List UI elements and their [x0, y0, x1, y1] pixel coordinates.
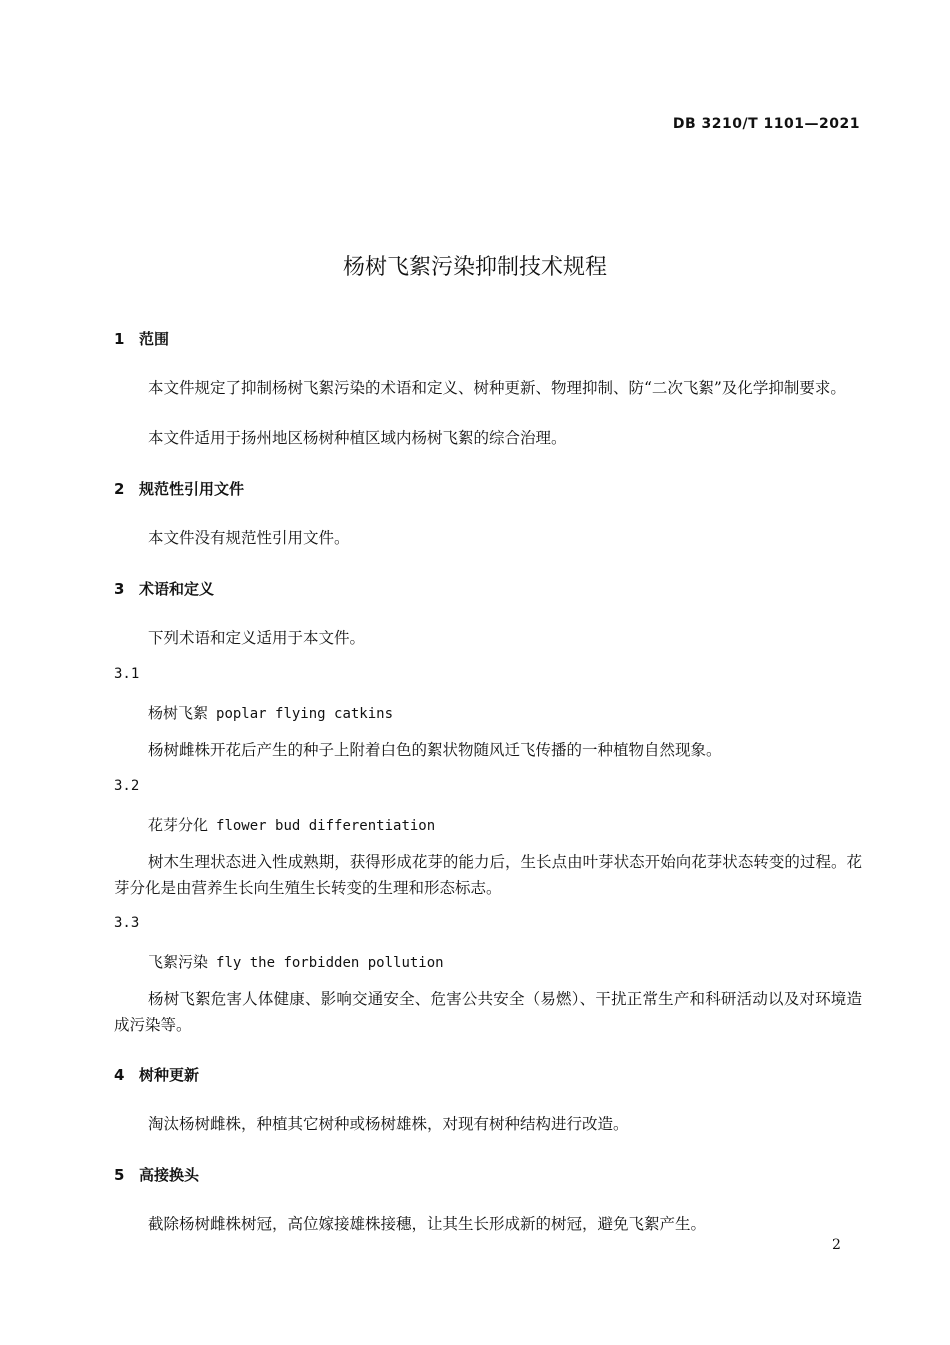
term-en: fly the forbidden pollution — [216, 955, 444, 971]
section-1-heading — [114, 328, 169, 349]
section-number: 3 — [114, 580, 125, 598]
term-3-3 — [148, 951, 444, 972]
section-title: 树种更新 — [139, 1066, 200, 1084]
section-1-paragraph-1: 本文件规定了抑制杨树飞絮污染的术语和定义、树种更新、物理抑制、防“二次飞絮”及化学抑制要求。 — [148, 379, 846, 397]
section-number: 1 — [114, 330, 125, 348]
term-3-1 — [148, 702, 393, 723]
section-title: 规范性引用文件 — [139, 480, 245, 498]
section-2-paragraph-1: 本文件没有规范性引用文件。 — [148, 529, 350, 547]
section-title: 范围 — [139, 330, 170, 348]
term-zh: 花芽分化 — [148, 816, 209, 834]
section-1-paragraph-2: 本文件适用于扬州地区杨树种植区域内杨树飞絮的综合治理。 — [148, 429, 567, 447]
term-3-1-number: 3.1 — [114, 666, 140, 682]
section-5-paragraph-1: 截除杨树雌株树冠，高位嫁接雄株接穗，让其生长形成新的树冠，避免飞絮产生。 — [148, 1215, 707, 1233]
section-number: 2 — [114, 480, 125, 498]
section-3-heading — [114, 578, 214, 599]
section-3-paragraph-1: 下列术语和定义适用于本文件。 — [148, 629, 366, 647]
standard-code: DB 3210/T 1101—2021 — [672, 116, 860, 132]
term-en: poplar flying catkins — [216, 706, 394, 722]
document-title: 杨树飞絮污染抑制技术规程 — [342, 255, 607, 280]
section-2-heading — [114, 478, 244, 499]
page-number: 2 — [832, 1237, 841, 1253]
term-3-2-number: 3.2 — [114, 778, 140, 794]
term-3-3-definition: 杨树飞絮危害人体健康、影响交通安全、危害公共安全（易燃）、干扰正常生产和科研活动以及对环境造成污染等。 — [114, 990, 862, 1034]
section-4-heading — [114, 1064, 199, 1085]
term-zh: 杨树飞絮 — [148, 704, 209, 722]
term-zh: 飞絮污染 — [148, 953, 209, 971]
section-number: 4 — [114, 1066, 125, 1084]
term-3-1-definition: 杨树雌株开花后产生的种子上附着白色的絮状物随风迁飞传播的一种植物自然现象。 — [148, 741, 722, 759]
term-en: flower bud differentiation — [216, 818, 436, 834]
section-number: 5 — [114, 1166, 125, 1184]
section-4-paragraph-1: 淘汰杨树雌株，种植其它树种或杨树雄株，对现有树种结构进行改造。 — [148, 1115, 629, 1133]
section-title: 术语和定义 — [139, 580, 215, 598]
term-3-3-number: 3.3 — [114, 915, 140, 931]
term-3-2-definition: 树木生理状态进入性成熟期，获得形成花芽的能力后，生长点由叶芽状态开始向花芽状态转变的过程。花芽分化是由营养生长向生殖生长转变的生理和形态标志。 — [114, 853, 862, 897]
section-5-heading — [114, 1164, 199, 1185]
term-3-2 — [148, 814, 435, 835]
section-title: 高接换头 — [139, 1166, 200, 1184]
